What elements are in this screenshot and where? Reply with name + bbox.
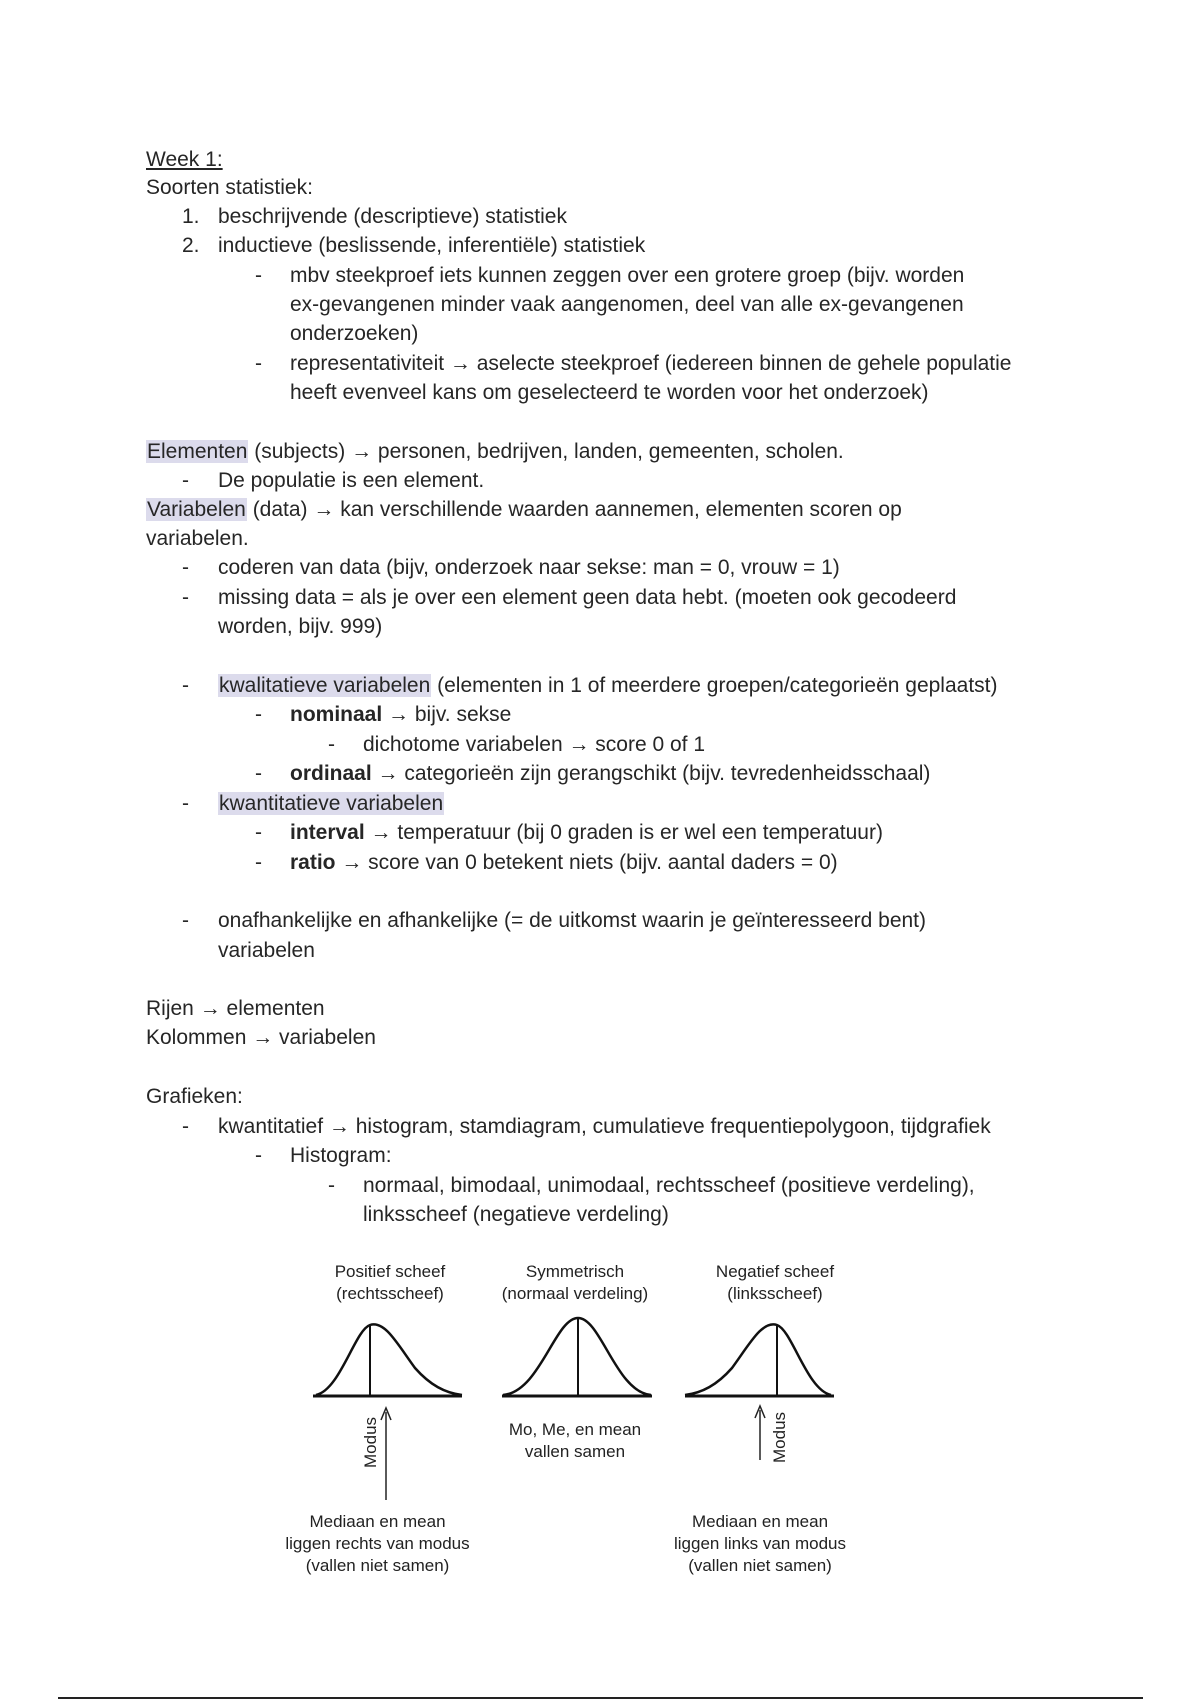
- list-item: missing data = als je over een element geen data hebt. (moeten ook gecodeerd: [218, 586, 957, 609]
- list-item: Histogram:: [290, 1144, 392, 1167]
- definition-text: → temperatuur (bij 0 graden is er wel een temperatuur): [364, 821, 883, 844]
- bullet-dash: -: [182, 469, 189, 492]
- list-number: 2.: [182, 234, 200, 257]
- right-note: Mediaan en mean liggen links van modus (vallen niet samen): [674, 1512, 846, 1575]
- bullet-dash: -: [255, 1144, 262, 1167]
- left-note: Mediaan en mean liggen rechts van modus (vallen niet samen): [285, 1512, 470, 1575]
- bullet-dash: -: [255, 352, 262, 375]
- list-item: dichotome variabelen → score 0 of 1: [363, 733, 706, 756]
- highlight-term: Elementen: [147, 440, 248, 463]
- bullet-dash: -: [255, 264, 262, 287]
- bullet-dash: -: [255, 762, 262, 785]
- definition-text: → score van 0 betekent niets (bijv. aantal daders = 0): [335, 851, 838, 874]
- bullet-dash: -: [182, 1115, 189, 1138]
- bold-term: nominaal: [290, 703, 383, 726]
- mid-curve-title: Symmetrisch (normaal verdeling): [501, 1262, 649, 1303]
- list-item: beschrijvende (descriptieve) statistiek: [218, 205, 567, 228]
- list-item: kwantitatief → histogram, stamdiagram, cumulatieve frequentiepolygoon, tijdgrafiek: [218, 1115, 991, 1138]
- positive-skew-curve: [316, 1324, 462, 1395]
- list-item: ex-gevangenen minder vaak aangenomen, deel van alle ex-gevangenen: [290, 293, 964, 316]
- list-item: onafhankelijke en afhankelijke (= de uitkomst waarin je geïnteresseerd bent): [218, 909, 927, 932]
- bullet-dash: -: [182, 792, 189, 815]
- kolommen-line: Kolommen → variabelen: [146, 1026, 376, 1049]
- definition-text: (subjects) → personen, bedrijven, landen, gemeenten, scholen.: [248, 440, 844, 463]
- bullet-dash: -: [328, 733, 335, 756]
- bold-term: ratio: [290, 851, 336, 874]
- right-modus-label: Modus: [770, 1411, 789, 1463]
- list-item: heeft evenveel kans om geselecteerd te worden voor het onderzoek): [290, 381, 929, 404]
- list-item: variabelen: [218, 939, 315, 962]
- list-item: linksscheef (negatieve verdeling): [363, 1203, 669, 1226]
- list-item: worden, bijv. 999): [218, 615, 383, 638]
- bold-term: interval: [290, 821, 365, 844]
- soorten-title: Soorten statistiek:: [146, 176, 313, 199]
- bullet-dash: -: [255, 851, 262, 874]
- bullet-dash: -: [182, 674, 189, 697]
- list-item: coderen van data (bijv, onderzoek naar sekse: man = 0, vrouw = 1): [218, 556, 840, 579]
- bullet-dash: -: [328, 1174, 335, 1197]
- definition-text: → categorieën zijn gerangschikt (bijv. tevredenheidsschaal): [371, 762, 931, 785]
- list-item: onderzoeken): [290, 322, 419, 345]
- list-item: mbv steekproef iets kunnen zeggen over een grotere groep (bijv. worden: [290, 264, 965, 287]
- definition-text: (data) → kan verschillende waarden aannemen, elementen scoren op: [246, 498, 902, 521]
- negative-skew-curve: [685, 1324, 831, 1395]
- list-item: normaal, bimodaal, unimodaal, rechtsscheef (positieve verdeling),: [363, 1174, 975, 1197]
- list-item: representativiteit → aselecte steekproef (iedereen binnen de gehele populatie: [290, 352, 1012, 375]
- highlight-term: kwalitatieve variabelen: [219, 674, 431, 697]
- bullet-dash: -: [182, 556, 189, 579]
- list-number: 1.: [182, 205, 200, 228]
- list-item: De populatie is een element.: [218, 469, 485, 492]
- bullet-dash: -: [182, 909, 189, 932]
- grafieken-title: Grafieken:: [146, 1085, 243, 1108]
- left-curve-title: Positief scheef (rechtsscheef): [334, 1262, 446, 1303]
- bullet-dash: -: [182, 586, 189, 609]
- list-item: inductieve (beslissende, inferentiële) statistiek: [218, 234, 646, 257]
- rijen-line: Rijen → elementen: [146, 997, 325, 1020]
- highlight-term: kwantitatieve variabelen: [219, 792, 444, 815]
- definition-text: → bijv. sekse: [382, 703, 512, 726]
- week-heading: Week 1:: [146, 148, 223, 171]
- right-curve-title: Negatief scheef (linksscheef): [715, 1262, 835, 1303]
- bottom-divider: [58, 1697, 1143, 1699]
- definition-text: (elementen in 1 of meerdere groepen/categorieën geplaatst): [431, 674, 998, 697]
- variabelen-line-2: variabelen.: [146, 527, 249, 550]
- highlight-term: Variabelen: [147, 498, 246, 521]
- bullet-dash: -: [255, 821, 262, 844]
- bullet-dash: -: [255, 703, 262, 726]
- left-modus-label: Modus: [361, 1416, 380, 1468]
- mid-note: Mo, Me, en mean vallen samen: [508, 1420, 642, 1461]
- bold-term: ordinaal: [290, 762, 372, 785]
